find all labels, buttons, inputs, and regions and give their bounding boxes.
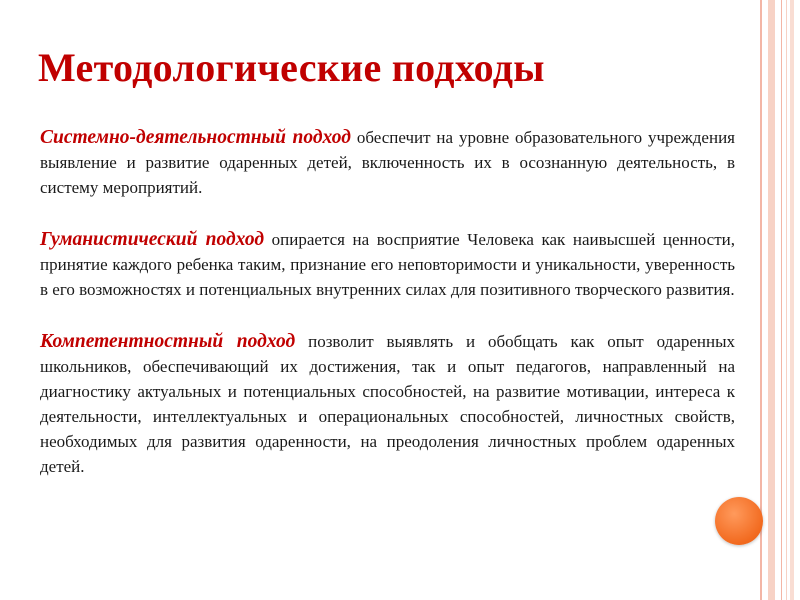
decor-stripe <box>786 0 787 600</box>
term-system-activity: Системно-деятельностный подход <box>40 127 351 148</box>
paragraph-text: позволит выявлять и обобщать как опыт одаренных школьников, обеспечивающий их достижения, так и опыт педагогов, направленный на диагностику актуальных и потенциальных способностей, на развитие мотивации, интереса к деятельности, интеллектуальных и операциональных способностей, личностных свойств, необходимых для развития одаренности, на преодоления личностных проблем одаренных детей. <box>40 332 735 476</box>
paragraph-humanistic <box>40 227 735 302</box>
decor-stripe <box>768 0 775 600</box>
slide-body <box>40 125 735 479</box>
paragraph-text: обеспечит на уровне образовательного учреждения выявление и развитие одаренных детей, включенность их в осознанную деятельность, в систему мероприятий. <box>40 128 735 197</box>
decor-stripe <box>781 0 782 600</box>
paragraph-text: опирается на восприятие Человека как наивысшей ценности, принятие каждого ребенка таким, признание его неповторимости и уникальности, уверенность в его возможностях и потенциальных внутренних силах для позитивного творческого развития. <box>40 230 735 299</box>
decor-stripe <box>790 0 794 600</box>
paragraph-competence <box>40 329 735 479</box>
orange-circle-icon <box>715 497 763 545</box>
term-competence: Компетентностный подход <box>40 331 296 352</box>
term-humanistic: Гуманистический подход <box>40 229 265 250</box>
slide-title: Методологические подходы <box>38 45 545 90</box>
paragraph-system-activity <box>40 125 735 200</box>
